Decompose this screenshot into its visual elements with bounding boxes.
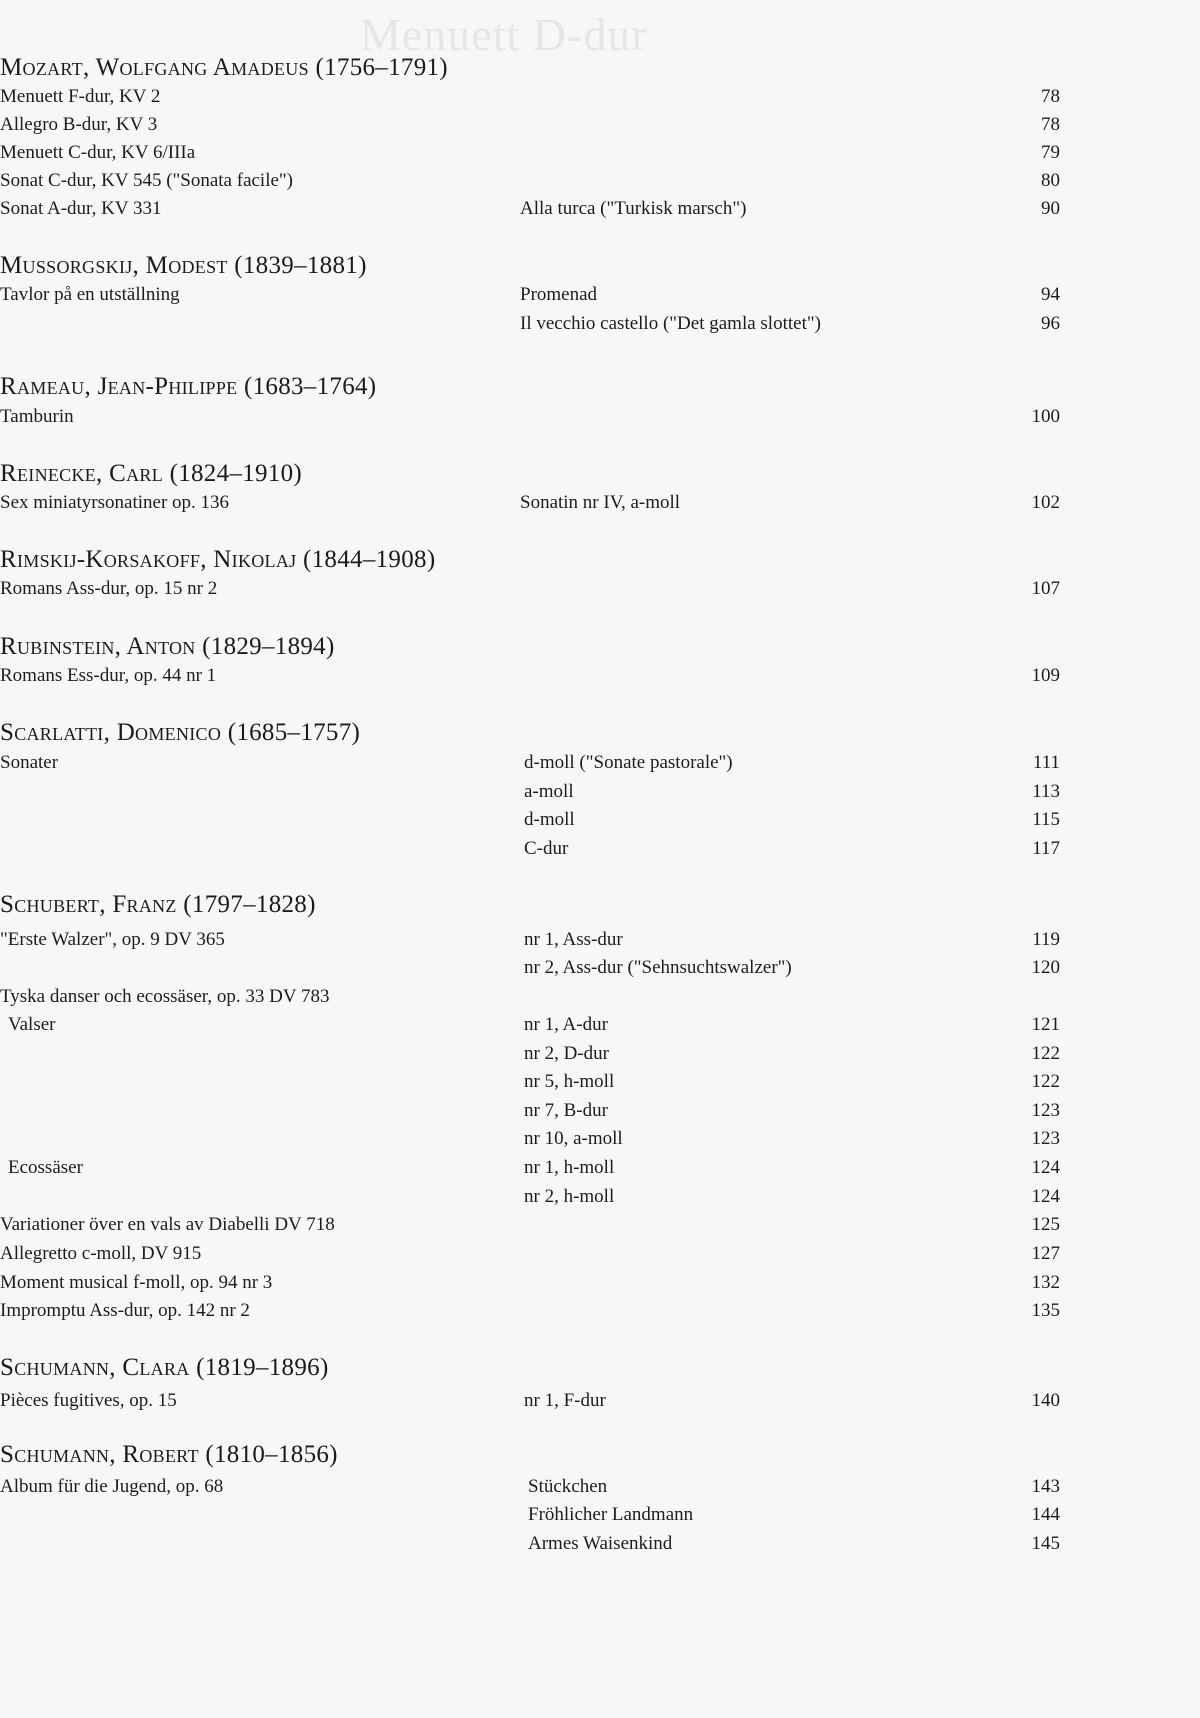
page-number: 80	[1041, 170, 1060, 191]
page-number: 144	[1031, 1504, 1060, 1525]
toc-entry	[0, 197, 1200, 221]
piece-title: Fröhlicher Landmann	[528, 1504, 694, 1525]
toc-entry	[0, 1475, 1200, 1499]
toc-entry	[0, 1213, 1200, 1237]
page-number: 123	[1031, 1100, 1060, 1121]
page-number: 120	[1031, 957, 1060, 978]
composer-heading: Schumann, Robert (1810–1856)	[0, 1441, 338, 1468]
toc-entry	[0, 577, 1200, 601]
page-number: 122	[1031, 1071, 1060, 1092]
page-number: 94	[1041, 284, 1060, 305]
toc-entry	[0, 985, 1200, 1009]
toc-entry	[0, 491, 1200, 515]
toc-entry	[0, 1042, 1200, 1066]
composer-heading: Scarlatti, Domenico (1685–1757)	[0, 719, 361, 746]
composer-heading: Reinecke, Carl (1824–1910)	[0, 460, 303, 487]
piece-title: a-moll	[524, 781, 574, 802]
toc-entry	[0, 1242, 1200, 1266]
toc-entry	[0, 169, 1200, 193]
page-number: 127	[1031, 1243, 1060, 1264]
toc-entry	[0, 405, 1200, 429]
work-title: Sonater	[0, 752, 59, 773]
page-number: 115	[1032, 809, 1060, 830]
work-title: Ecossäser	[8, 1157, 83, 1178]
work-title: Sonat A-dur, KV 331	[0, 198, 162, 219]
toc-entry	[0, 113, 1200, 137]
page-number: 78	[1041, 114, 1060, 135]
piece-title: nr 1, Ass-dur	[524, 929, 623, 950]
work-title: "Erste Walzer", op. 9 DV 365	[0, 929, 225, 950]
toc-entry	[0, 664, 1200, 688]
work-title: Sonat C-dur, KV 545 ("Sonata facile")	[0, 170, 294, 191]
toc-entry	[0, 141, 1200, 165]
piece-title: Sonatin nr IV, a-moll	[520, 492, 681, 513]
work-title: Tamburin	[0, 406, 74, 427]
toc-entry	[0, 1099, 1200, 1123]
toc-entry	[0, 751, 1200, 775]
page-number: 109	[1031, 665, 1060, 686]
toc-entry	[0, 837, 1200, 861]
piece-title: nr 1, F-dur	[524, 1390, 606, 1411]
work-title: Menuett F-dur, KV 2	[0, 86, 161, 107]
toc-entry	[0, 928, 1200, 952]
toc-entry	[0, 1271, 1200, 1295]
page-number: 111	[1032, 752, 1060, 773]
piece-title: Stückchen	[528, 1476, 608, 1497]
piece-title: Armes Waisenkind	[528, 1533, 673, 1554]
toc-entry	[0, 312, 1200, 336]
toc-entry	[0, 1503, 1200, 1527]
page-number: 100	[1031, 406, 1060, 427]
page-number: 143	[1031, 1476, 1060, 1497]
toc-entry	[0, 1389, 1200, 1413]
page-number: 124	[1031, 1157, 1060, 1178]
composer-heading: Rimskij-Korsakoff, Nikolaj (1844–1908)	[0, 546, 436, 573]
toc-entry	[0, 85, 1200, 109]
piece-title: C-dur	[524, 838, 569, 859]
toc-entry	[0, 1532, 1200, 1556]
work-title: Valser	[8, 1014, 56, 1035]
work-title: Pièces fugitives, op. 15	[0, 1390, 177, 1411]
toc-entry	[0, 808, 1200, 832]
page-number: 123	[1031, 1128, 1060, 1149]
piece-title: nr 5, h-moll	[524, 1071, 615, 1092]
toc-entry	[0, 1013, 1200, 1037]
toc-entry	[0, 1127, 1200, 1151]
toc-entry	[0, 1070, 1200, 1094]
work-title: Sex miniatyrsonatiner op. 136	[0, 492, 230, 513]
page-number: 140	[1031, 1390, 1060, 1411]
bleed-through-title: Menuett D-dur	[360, 9, 648, 60]
page-number: 124	[1031, 1186, 1060, 1207]
toc-entry	[0, 1299, 1200, 1323]
composer-heading: Schumann, Clara (1819–1896)	[0, 1354, 329, 1381]
toc-entry	[0, 780, 1200, 804]
page-number: 113	[1032, 781, 1060, 802]
page-number: 119	[1032, 929, 1060, 950]
toc-entry	[0, 956, 1200, 980]
page-number: 117	[1032, 838, 1060, 859]
work-title: Album für die Jugend, op. 68	[0, 1476, 224, 1497]
work-title: Romans Ess-dur, op. 44 nr 1	[0, 665, 217, 686]
piece-title: d-moll	[524, 809, 575, 830]
work-title: Tavlor på en utställning	[0, 284, 180, 305]
piece-title: d-moll ("Sonate pastorale")	[524, 752, 733, 773]
toc-entry	[0, 1156, 1200, 1180]
page-number: 121	[1031, 1014, 1060, 1035]
piece-title: nr 1, A-dur	[524, 1014, 608, 1035]
piece-title: nr 7, B-dur	[524, 1100, 608, 1121]
piece-title: nr 10, a-moll	[524, 1128, 623, 1149]
page-number: 135	[1031, 1300, 1060, 1321]
piece-title: Il vecchio castello ("Det gamla slottet")	[520, 313, 821, 334]
work-title: Impromptu Ass-dur, op. 142 nr 2	[0, 1300, 250, 1321]
work-title: Variationer över en vals av Diabelli DV 718	[0, 1214, 335, 1235]
work-title: Allegretto c-moll, DV 915	[0, 1243, 202, 1264]
page-number: 79	[1041, 142, 1060, 163]
composer-heading: Rubinstein, Anton (1829–1894)	[0, 633, 335, 660]
page-number: 78	[1041, 86, 1060, 107]
work-title: Romans Ass-dur, op. 15 nr 2	[0, 578, 218, 599]
piece-title: Promenad	[520, 284, 598, 305]
page-number: 122	[1031, 1043, 1060, 1064]
piece-title: nr 2, Ass-dur ("Sehnsuchtswalzer")	[524, 957, 792, 978]
piece-title: nr 1, h-moll	[524, 1157, 615, 1178]
piece-title: nr 2, h-moll	[524, 1186, 615, 1207]
work-title: Moment musical f-moll, op. 94 nr 3	[0, 1272, 273, 1293]
page-number: 96	[1041, 313, 1060, 334]
composer-heading: Rameau, Jean-Philippe (1683–1764)	[0, 373, 377, 400]
page-number: 125	[1031, 1214, 1060, 1235]
page-number: 90	[1041, 198, 1060, 219]
work-title: Menuett C-dur, KV 6/IIIa	[0, 142, 196, 163]
piece-title: Alla turca ("Turkisk marsch")	[520, 198, 747, 219]
piece-title: nr 2, D-dur	[524, 1043, 609, 1064]
work-title: Tyska danser och ecossäser, op. 33 DV 783	[0, 986, 330, 1007]
toc-entry	[0, 283, 1200, 307]
composer-heading: Mussorgskij, Modest (1839–1881)	[0, 252, 367, 279]
composer-heading: Mozart, Wolfgang Amadeus (1756–1791)	[0, 54, 448, 81]
page-number: 107	[1031, 578, 1060, 599]
page-number: 132	[1031, 1272, 1060, 1293]
page-number: 145	[1031, 1533, 1060, 1554]
toc-entry	[0, 1185, 1200, 1209]
work-title: Allegro B-dur, KV 3	[0, 114, 158, 135]
page-number: 102	[1031, 492, 1060, 513]
composer-heading: Schubert, Franz (1797–1828)	[0, 891, 316, 918]
